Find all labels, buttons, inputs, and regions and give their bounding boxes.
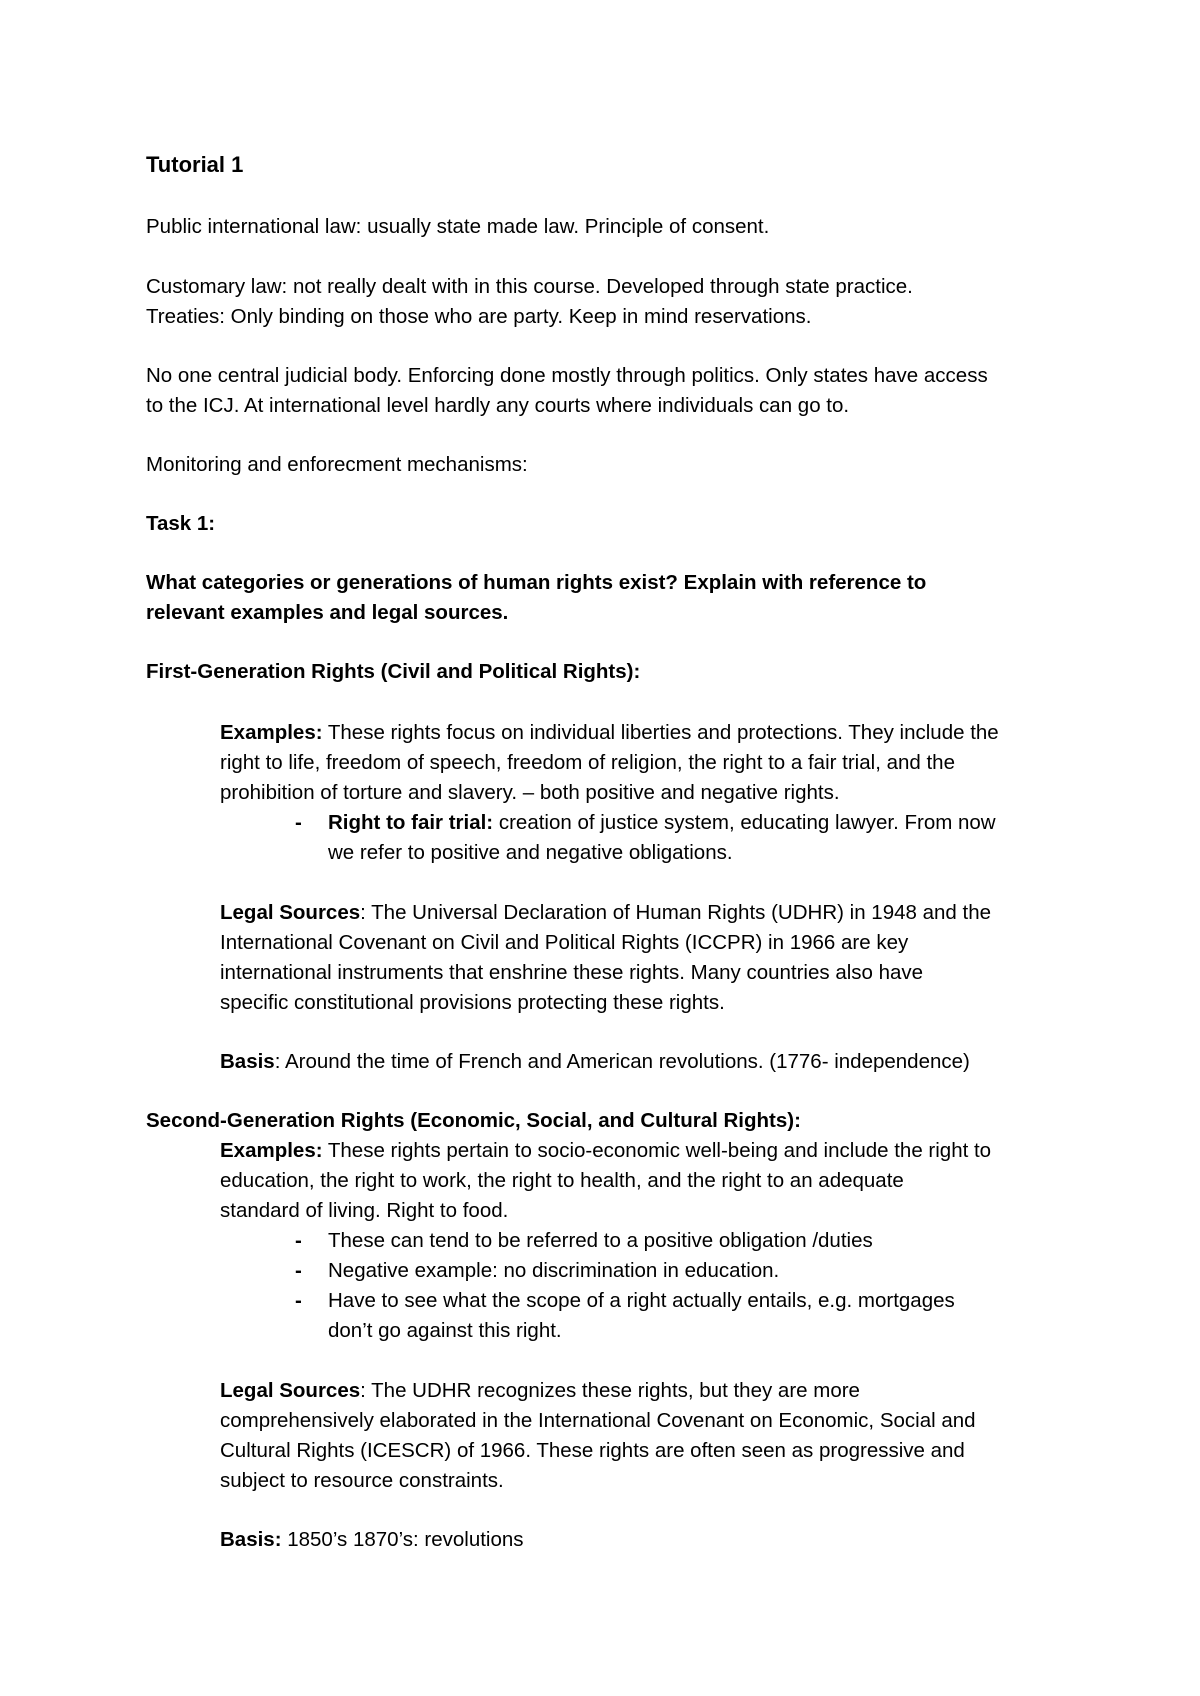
text-line: Monitoring and enforecment mechanisms: [146, 453, 528, 476]
second-gen-basis [220, 1530, 524, 1551]
text-span: creation of justice system, educating lawyer. From now [493, 811, 996, 834]
text-line: to the ICJ. At international level hardly any courts where individuals can go to. [146, 394, 850, 417]
page-title: Tutorial 1 [146, 152, 244, 177]
bullet-dash: - [295, 1229, 302, 1252]
bullet-item: These can tend to be referred to a positive obligation /duties [328, 1229, 873, 1252]
bullet-item: Negative example: no discrimination in education. [328, 1259, 780, 1282]
task-question: relevant examples and legal sources. [146, 601, 509, 624]
text-span: : Around the time of French and American revolutions. (1776- independence) [274, 1050, 970, 1073]
sources-label: Legal Sources [220, 901, 361, 924]
text-line: prohibition of torture and slavery. – both positive and negative rights. [220, 781, 840, 804]
text-line: international instruments that enshrine these rights. Many countries also have [220, 961, 924, 984]
text-span: These rights pertain to socio-economic well-being and include the right to [322, 1139, 992, 1162]
text-line: right to life, freedom of speech, freedom of religion, the right to a fair trial, and the [220, 751, 955, 774]
text-line: standard of living. Right to food. [220, 1199, 509, 1222]
intro-paragraph: Public international law: usually state made law. Principle of consent. [146, 215, 770, 238]
text-line: specific constitutional provisions protecting these rights. [220, 991, 725, 1014]
examples-label: Examples: [220, 721, 323, 744]
text-line: Cultural Rights (ICESCR) of 1966. These rights are often seen as progressive and [220, 1439, 965, 1462]
bullet-item [328, 813, 996, 834]
first-gen-heading: First-Generation Rights (Civil and Political Rights): [146, 660, 641, 683]
bullet-dash: - [295, 1289, 302, 1312]
text-span: These rights focus on individual liberties and protections. They include the [322, 721, 999, 744]
task-question: What categories or generations of human rights exist? Explain with reference to [146, 571, 927, 594]
first-gen-examples [220, 723, 999, 744]
text-span: : The Universal Declaration of Human Rights (UDHR) in 1948 and the [360, 901, 991, 924]
text-line: subject to resource constraints. [220, 1469, 504, 1492]
basis-label: Basis [220, 1050, 275, 1073]
examples-label: Examples: [220, 1139, 323, 1162]
bullet-item: Have to see what the scope of a right actually entails, e.g. mortgages [328, 1289, 955, 1312]
bullet-dash: - [295, 1259, 302, 1282]
second-gen-heading: Second-Generation Rights (Economic, Social, and Cultural Rights): [146, 1109, 801, 1132]
text-span: : The UDHR recognizes these rights, but they are more [360, 1379, 860, 1402]
bullet-label: Right to fair trial: [328, 811, 494, 834]
text-line: International Covenant on Civil and Political Rights (ICCPR) in 1966 are key [220, 931, 909, 954]
text-line: No one central judicial body. Enforcing done mostly through politics. Only states have access [146, 364, 988, 387]
text-line: we refer to positive and negative obligations. [328, 841, 733, 864]
text-line: don’t go against this right. [328, 1319, 562, 1342]
text-line: comprehensively elaborated in the International Covenant on Economic, Social and [220, 1409, 976, 1432]
text-span: 1850’s 1870’s: revolutions [281, 1528, 524, 1551]
text-line: Customary law: not really dealt with in this course. Developed through state practice. [146, 275, 913, 298]
sources-label: Legal Sources [220, 1379, 361, 1402]
first-gen-sources [220, 903, 991, 924]
text-line: Treaties: Only binding on those who are party. Keep in mind reservations. [146, 305, 812, 328]
second-gen-examples [220, 1141, 991, 1162]
bullet-dash: - [295, 811, 302, 834]
task-label: Task 1: [146, 512, 216, 535]
first-gen-basis [220, 1052, 970, 1073]
second-gen-sources [220, 1381, 860, 1402]
basis-label: Basis: [220, 1528, 282, 1551]
text-line: education, the right to work, the right to health, and the right to an adequate [220, 1169, 904, 1192]
